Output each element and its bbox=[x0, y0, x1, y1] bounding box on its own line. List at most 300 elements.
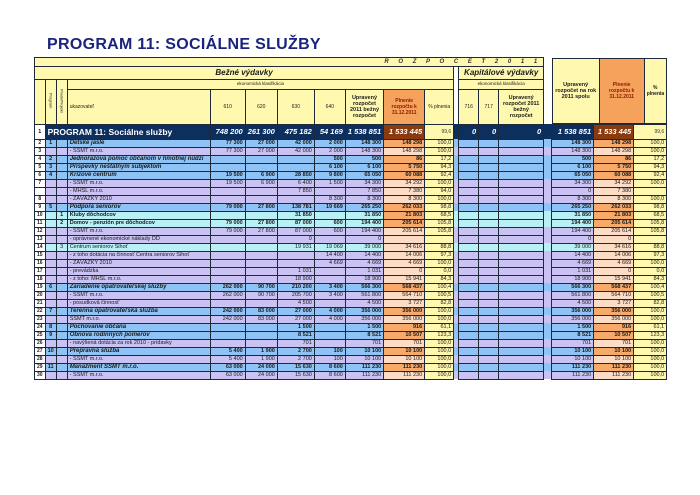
cell-pct: 100,0 bbox=[425, 139, 454, 147]
row-number: 9 bbox=[35, 203, 46, 211]
cell-pct: 17,2 bbox=[425, 155, 454, 163]
row-label: - SSMT m.r.o. bbox=[67, 371, 210, 379]
cell-630: 4 500 bbox=[277, 299, 314, 307]
cell-640: 600 bbox=[314, 227, 345, 235]
cell-plnenie-spolu: 7 380 bbox=[594, 187, 634, 195]
cell-upraveny-kap bbox=[499, 291, 544, 299]
cell-plnenie: 10 507 bbox=[384, 331, 425, 339]
cell-pct-spolu: 100,0 bbox=[634, 179, 667, 187]
table-row bbox=[35, 259, 667, 267]
cell-upraveny-kap bbox=[499, 227, 544, 235]
table-row bbox=[35, 227, 667, 235]
cell-630: 8 521 bbox=[277, 331, 314, 339]
subprogram-number bbox=[56, 339, 67, 347]
cell-716 bbox=[459, 363, 479, 371]
cell-upraveny-spolu: 566 300 bbox=[552, 283, 594, 291]
cell-upraveny: 1 538 851 bbox=[345, 124, 383, 139]
cell-pct-spolu: 98,8 bbox=[634, 203, 667, 211]
cell-716 bbox=[459, 315, 479, 323]
subprogram-number bbox=[56, 171, 67, 179]
cell-620 bbox=[245, 339, 277, 347]
row-label: - oprávnené ekonomické náklady DD bbox=[67, 235, 210, 243]
cell-plnenie-spolu: 8 300 bbox=[594, 195, 634, 203]
cell-717 bbox=[479, 283, 499, 291]
table-row bbox=[35, 243, 667, 251]
cell-717 bbox=[479, 195, 499, 203]
cell-upraveny-kap bbox=[499, 307, 544, 315]
subprogram-number bbox=[56, 355, 67, 363]
cell-716 bbox=[459, 291, 479, 299]
cell-upraveny: 1 500 bbox=[345, 323, 383, 331]
cell-610: 77 300 bbox=[210, 147, 245, 155]
cell-plnenie-spolu: 5 750 bbox=[594, 163, 634, 171]
cell-pct: 123,3 bbox=[425, 331, 454, 339]
cell-640 bbox=[314, 275, 345, 283]
cell-plnenie-spolu: 568 437 bbox=[594, 283, 634, 291]
cell-pct: 97,3 bbox=[425, 251, 454, 259]
cell-610 bbox=[210, 163, 245, 171]
cell-630: 42 000 bbox=[277, 147, 314, 155]
program-number: 2 bbox=[45, 155, 56, 163]
cell-plnenie: 111 230 bbox=[384, 371, 425, 379]
cell-630 bbox=[277, 163, 314, 171]
row-label: SSMT m.r.o. bbox=[67, 315, 210, 323]
cell-717 bbox=[479, 339, 499, 347]
cell-610 bbox=[210, 299, 245, 307]
cell-plnenie-spolu: 916 bbox=[594, 323, 634, 331]
cell-pct: 61,1 bbox=[425, 323, 454, 331]
cell-717 bbox=[479, 315, 499, 323]
cell-pct-spolu: 100,0 bbox=[634, 339, 667, 347]
cell-plnenie-spolu: 1 533 445 bbox=[594, 124, 634, 139]
cell-630: 15 630 bbox=[277, 363, 314, 371]
cell-620: 90 700 bbox=[245, 283, 277, 291]
cell-716 bbox=[459, 195, 479, 203]
cell-upraveny-kap: 0 bbox=[499, 124, 544, 139]
cell-610: 262 000 bbox=[210, 291, 245, 299]
subprogram-number bbox=[56, 155, 67, 163]
table-row bbox=[35, 139, 667, 147]
program-number: 3 bbox=[45, 163, 56, 171]
row-number: 6 bbox=[35, 171, 46, 179]
cell-716: 0 bbox=[459, 124, 479, 139]
cell-630: 87 000 bbox=[277, 227, 314, 235]
table-row bbox=[35, 163, 667, 171]
cell-716 bbox=[459, 139, 479, 147]
cell-upraveny-spolu: 8 300 bbox=[552, 195, 594, 203]
cell-620 bbox=[245, 211, 277, 219]
cell-plnenie-spolu: 14 006 bbox=[594, 251, 634, 259]
cell-620: 27 800 bbox=[245, 203, 277, 211]
cell-upraveny: 4 500 bbox=[345, 299, 383, 307]
header-716: 716 bbox=[459, 89, 479, 124]
cell-plnenie: 34 616 bbox=[384, 243, 425, 251]
cell-pct: 94,0 bbox=[425, 187, 454, 195]
cell-pct-spolu: 82,8 bbox=[634, 299, 667, 307]
row-number: 11 bbox=[35, 219, 46, 227]
cell-640: 54 169 bbox=[314, 124, 345, 139]
cell-620 bbox=[245, 275, 277, 283]
subprogram-number bbox=[56, 195, 67, 203]
row-number: 12 bbox=[35, 227, 46, 235]
cell-upraveny-spolu: 0 bbox=[552, 235, 594, 243]
program-number bbox=[45, 339, 56, 347]
program-number bbox=[45, 179, 56, 187]
cell-upraveny-spolu: 14 400 bbox=[552, 251, 594, 259]
cell-plnenie: 205 614 bbox=[384, 227, 425, 235]
cell-640 bbox=[314, 299, 345, 307]
cell-upraveny: 8 300 bbox=[345, 195, 383, 203]
cell-640: 8 600 bbox=[314, 371, 345, 379]
cell-plnenie-spolu: 205 614 bbox=[594, 227, 634, 235]
cell-620: 1 900 bbox=[245, 355, 277, 363]
subprogram-number bbox=[56, 283, 67, 291]
cell-pct-spolu: 100,0 bbox=[634, 139, 667, 147]
ekonomicka-klasifikacia-kap: ekonomická klasifikácia bbox=[459, 80, 544, 90]
cell-upraveny-kap bbox=[499, 323, 544, 331]
cell-pct: 92,4 bbox=[425, 171, 454, 179]
cell-620: 27 800 bbox=[245, 227, 277, 235]
cell-upraveny: 10 100 bbox=[345, 347, 383, 355]
program-number: 6 bbox=[45, 283, 56, 291]
subprogram-number bbox=[56, 163, 67, 171]
row-label: Krízové centrum bbox=[67, 171, 210, 179]
cell-upraveny: 4 669 bbox=[345, 259, 383, 267]
cell-plnenie: 8 300 bbox=[384, 195, 425, 203]
cell-610 bbox=[210, 267, 245, 275]
row-number: 22 bbox=[35, 307, 46, 315]
cell-upraveny: 10 100 bbox=[345, 355, 383, 363]
cell-716 bbox=[459, 219, 479, 227]
cell-pct: 100,0 bbox=[425, 179, 454, 187]
cell-upraveny: 8 521 bbox=[345, 331, 383, 339]
row-label: - SSMT m.r.o. bbox=[67, 147, 210, 155]
cell-upraveny-spolu: 4 500 bbox=[552, 299, 594, 307]
cell-630: 475 182 bbox=[277, 124, 314, 139]
row-label: Podpora seniorov bbox=[67, 203, 210, 211]
cell-upraveny-kap bbox=[499, 163, 544, 171]
cell-upraveny-spolu: 10 100 bbox=[552, 355, 594, 363]
cell-717 bbox=[479, 275, 499, 283]
cell-610 bbox=[210, 339, 245, 347]
cell-717 bbox=[479, 323, 499, 331]
subprogram-number bbox=[56, 363, 67, 371]
cell-716 bbox=[459, 371, 479, 379]
cell-620 bbox=[245, 235, 277, 243]
cell-716 bbox=[459, 283, 479, 291]
cell-pct-spolu: 105,8 bbox=[634, 219, 667, 227]
cell-upraveny-kap bbox=[499, 179, 544, 187]
cell-610: 63 000 bbox=[210, 371, 245, 379]
cell-upraveny-spolu: 65 050 bbox=[552, 171, 594, 179]
row-number: 7 bbox=[35, 179, 46, 187]
cell-upraveny: 561 800 bbox=[345, 291, 383, 299]
cell-pct: 100,0 bbox=[425, 195, 454, 203]
cell-630: 18 900 bbox=[277, 275, 314, 283]
table-row bbox=[35, 291, 667, 299]
cell-610: 63 000 bbox=[210, 363, 245, 371]
cell-upraveny-kap bbox=[499, 235, 544, 243]
cell-plnenie-spolu: 10 507 bbox=[594, 331, 634, 339]
cell-620 bbox=[245, 251, 277, 259]
row-number: 3 bbox=[35, 147, 46, 155]
cell-pct: 99,6 bbox=[425, 124, 454, 139]
cell-640: 8 300 bbox=[314, 195, 345, 203]
cell-716 bbox=[459, 259, 479, 267]
cell-plnenie: 0 bbox=[384, 267, 425, 275]
cell-plnenie-spolu: 86 bbox=[594, 155, 634, 163]
cell-717 bbox=[479, 171, 499, 179]
row-number: 27 bbox=[35, 347, 46, 355]
cell-717 bbox=[479, 235, 499, 243]
cell-630: 138 781 bbox=[277, 203, 314, 211]
cell-717 bbox=[479, 299, 499, 307]
row-label: - z toho: MHSL m.r.o. bbox=[67, 275, 210, 283]
cell-pct: 100,0 bbox=[425, 339, 454, 347]
cell-716 bbox=[459, 227, 479, 235]
cell-640: 19 669 bbox=[314, 203, 345, 211]
subprogram-number bbox=[56, 307, 67, 315]
cell-pct: 100,0 bbox=[425, 363, 454, 371]
table-row bbox=[35, 307, 667, 315]
program-number bbox=[45, 355, 56, 363]
subprogram-number bbox=[56, 371, 67, 379]
cell-pct: 100,0 bbox=[425, 371, 454, 379]
header-upraveny-kap: Upravený rozpočet 2011 bežný rozpočet bbox=[499, 89, 544, 124]
cell-640: 3 400 bbox=[314, 291, 345, 299]
cell-717 bbox=[479, 219, 499, 227]
cell-upraveny-kap bbox=[499, 195, 544, 203]
cell-630: 2 700 bbox=[277, 347, 314, 355]
cell-pct: 105,8 bbox=[425, 227, 454, 235]
cell-620: 83 000 bbox=[245, 307, 277, 315]
cell-upraveny-kap bbox=[499, 139, 544, 147]
table-row bbox=[35, 235, 667, 243]
cell-upraveny-spolu: 194 400 bbox=[552, 219, 594, 227]
cell-630: 42 000 bbox=[277, 139, 314, 147]
cell-pct-spolu: 105,8 bbox=[634, 227, 667, 235]
cell-620 bbox=[245, 259, 277, 267]
cell-630: 0 bbox=[277, 235, 314, 243]
row-number: 14 bbox=[35, 243, 46, 251]
cell-plnenie-spolu: 205 614 bbox=[594, 219, 634, 227]
subprogram-number bbox=[56, 187, 67, 195]
cell-pct-spolu: 100,0 bbox=[634, 355, 667, 363]
cell-610 bbox=[210, 195, 245, 203]
cell-630: 31 850 bbox=[277, 211, 314, 219]
cell-640 bbox=[314, 235, 345, 243]
cell-upraveny-spolu: 111 230 bbox=[552, 371, 594, 379]
cell-plnenie-spolu: 356 000 bbox=[594, 315, 634, 323]
cell-upraveny-spolu: 10 100 bbox=[552, 347, 594, 355]
budget-table-wrap bbox=[34, 57, 667, 380]
table-row bbox=[35, 211, 667, 219]
row-label: Pochovanie občana bbox=[67, 323, 210, 331]
ekonomicka-klasifikacia: ekonomická klasifikácia bbox=[67, 80, 454, 90]
cell-630: 2 700 bbox=[277, 355, 314, 363]
cell-620: 27 000 bbox=[245, 139, 277, 147]
table-row bbox=[35, 371, 667, 379]
cell-717 bbox=[479, 307, 499, 315]
cell-pct: 88,8 bbox=[425, 243, 454, 251]
program-number bbox=[45, 235, 56, 243]
cell-610: 748 200 bbox=[210, 124, 245, 139]
cell-pct-spolu: 99,6 bbox=[634, 124, 667, 139]
row-label: Manažment SSMT m.r.o. bbox=[67, 363, 210, 371]
cell-640: 6 100 bbox=[314, 163, 345, 171]
cell-610 bbox=[210, 155, 245, 163]
program-number: 1 bbox=[45, 139, 56, 147]
cell-716 bbox=[459, 299, 479, 307]
cell-plnenie: 86 bbox=[384, 155, 425, 163]
row-label: - SSMT m.r.o. bbox=[67, 179, 210, 187]
table-row bbox=[35, 179, 667, 187]
cell-640: 2 000 bbox=[314, 139, 345, 147]
cell-pct: 100,0 bbox=[425, 147, 454, 155]
row-number: 17 bbox=[35, 267, 46, 275]
cell-pct: 98,8 bbox=[425, 203, 454, 211]
cell-640: 14 400 bbox=[314, 251, 345, 259]
header-610: 610 bbox=[210, 89, 245, 124]
cell-upraveny-spolu: 148 300 bbox=[552, 139, 594, 147]
cell-716 bbox=[459, 275, 479, 283]
subprogram-number bbox=[56, 323, 67, 331]
cell-plnenie: 568 437 bbox=[384, 283, 425, 291]
row-number: 1 bbox=[35, 124, 46, 139]
cell-pct: 94,3 bbox=[425, 163, 454, 171]
row-label: - SSMT m.r.o. bbox=[67, 355, 210, 363]
row-label: - navýšená dotácia za rok 2010 - prídavky bbox=[67, 339, 210, 347]
cell-pct: 84,3 bbox=[425, 275, 454, 283]
cell-630: 205 700 bbox=[277, 291, 314, 299]
table-row bbox=[35, 323, 667, 331]
cell-pct-spolu: 97,3 bbox=[634, 251, 667, 259]
cell-716 bbox=[459, 187, 479, 195]
cell-upraveny: 34 300 bbox=[345, 179, 383, 187]
cell-620 bbox=[245, 267, 277, 275]
subprogram-number bbox=[56, 235, 67, 243]
cell-plnenie: 564 710 bbox=[384, 291, 425, 299]
row-number: 29 bbox=[35, 363, 46, 371]
cell-upraveny: 1 031 bbox=[345, 267, 383, 275]
header-620: 620 bbox=[245, 89, 277, 124]
cell-716 bbox=[459, 147, 479, 155]
cell-640 bbox=[314, 187, 345, 195]
cell-upraveny-kap bbox=[499, 355, 544, 363]
header-640: 640 bbox=[314, 89, 345, 124]
cell-plnenie-spolu: 111 230 bbox=[594, 363, 634, 371]
cell-pct: 100,0 bbox=[425, 355, 454, 363]
cell-upraveny-spolu: 1 031 bbox=[552, 267, 594, 275]
cell-pct: 68,5 bbox=[425, 211, 454, 219]
cell-610 bbox=[210, 243, 245, 251]
cell-620 bbox=[245, 187, 277, 195]
cell-plnenie-spolu: 148 298 bbox=[594, 147, 634, 155]
cell-pct: 100,5 bbox=[425, 291, 454, 299]
subprogram-number bbox=[56, 147, 67, 155]
cell-pct-spolu: 100,0 bbox=[634, 363, 667, 371]
cell-716 bbox=[459, 251, 479, 259]
cell-plnenie: 1 533 445 bbox=[384, 124, 425, 139]
cell-716 bbox=[459, 323, 479, 331]
cell-upraveny-kap bbox=[499, 267, 544, 275]
subprogram-number bbox=[56, 331, 67, 339]
row-number: 21 bbox=[35, 299, 46, 307]
cell-upraveny: 18 900 bbox=[345, 275, 383, 283]
cell-pct bbox=[425, 235, 454, 243]
cell-610 bbox=[210, 235, 245, 243]
cell-610 bbox=[210, 259, 245, 267]
cell-620 bbox=[245, 243, 277, 251]
row-number: 23 bbox=[35, 315, 46, 323]
cell-upraveny-spolu: 561 800 bbox=[552, 291, 594, 299]
cell-620 bbox=[245, 323, 277, 331]
cell-pct-spolu: 100,0 bbox=[634, 147, 667, 155]
row-number: 5 bbox=[35, 163, 46, 171]
budget-table bbox=[34, 57, 667, 380]
cell-plnenie: 148 298 bbox=[384, 147, 425, 155]
cell-717 bbox=[479, 163, 499, 171]
cell-610: 79 000 bbox=[210, 227, 245, 235]
cell-630 bbox=[277, 259, 314, 267]
cell-610 bbox=[210, 323, 245, 331]
header-pct-spolu: % plnenia bbox=[644, 58, 666, 123]
cell-pct-spolu: 17,2 bbox=[634, 155, 667, 163]
cell-620: 1 900 bbox=[245, 347, 277, 355]
program-number bbox=[45, 243, 56, 251]
cell-upraveny-spolu: 8 521 bbox=[552, 331, 594, 339]
cell-610: 19 500 bbox=[210, 171, 245, 179]
cell-620 bbox=[245, 299, 277, 307]
cell-pct: 100,0 bbox=[425, 315, 454, 323]
cell-620: 261 300 bbox=[245, 124, 277, 139]
table-row bbox=[35, 339, 667, 347]
program-number: 4 bbox=[45, 171, 56, 179]
row-number: 13 bbox=[35, 235, 46, 243]
bezne-vydavky-header: Bežné výdavky bbox=[35, 67, 454, 80]
subprogram-number bbox=[56, 347, 67, 355]
cell-610 bbox=[210, 187, 245, 195]
cell-upraveny-kap bbox=[499, 331, 544, 339]
cell-upraveny-kap bbox=[499, 363, 544, 371]
cell-upraveny-spolu: 356 000 bbox=[552, 315, 594, 323]
cell-plnenie: 5 750 bbox=[384, 163, 425, 171]
cell-610 bbox=[210, 211, 245, 219]
program-number bbox=[45, 267, 56, 275]
cell-640 bbox=[314, 323, 345, 331]
cell-upraveny: 7 850 bbox=[345, 187, 383, 195]
cell-716 bbox=[459, 339, 479, 347]
cell-717 bbox=[479, 179, 499, 187]
cell-upraveny-kap bbox=[499, 187, 544, 195]
cell-pct: 82,8 bbox=[425, 299, 454, 307]
table-row bbox=[35, 195, 667, 203]
program-number bbox=[45, 371, 56, 379]
subprogram-number bbox=[56, 315, 67, 323]
cell-plnenie: 262 033 bbox=[384, 203, 425, 211]
cell-upraveny: 0 bbox=[345, 235, 383, 243]
cell-upraveny-kap bbox=[499, 147, 544, 155]
cell-upraveny: 194 400 bbox=[345, 227, 383, 235]
cell-716 bbox=[459, 267, 479, 275]
cell-upraveny-kap bbox=[499, 243, 544, 251]
cell-640: 3 400 bbox=[314, 283, 345, 291]
cell-630: 1 031 bbox=[277, 267, 314, 275]
cell-716 bbox=[459, 243, 479, 251]
cell-upraveny-spolu: 194 400 bbox=[552, 227, 594, 235]
cell-upraveny-kap bbox=[499, 211, 544, 219]
cell-upraveny-kap bbox=[499, 275, 544, 283]
